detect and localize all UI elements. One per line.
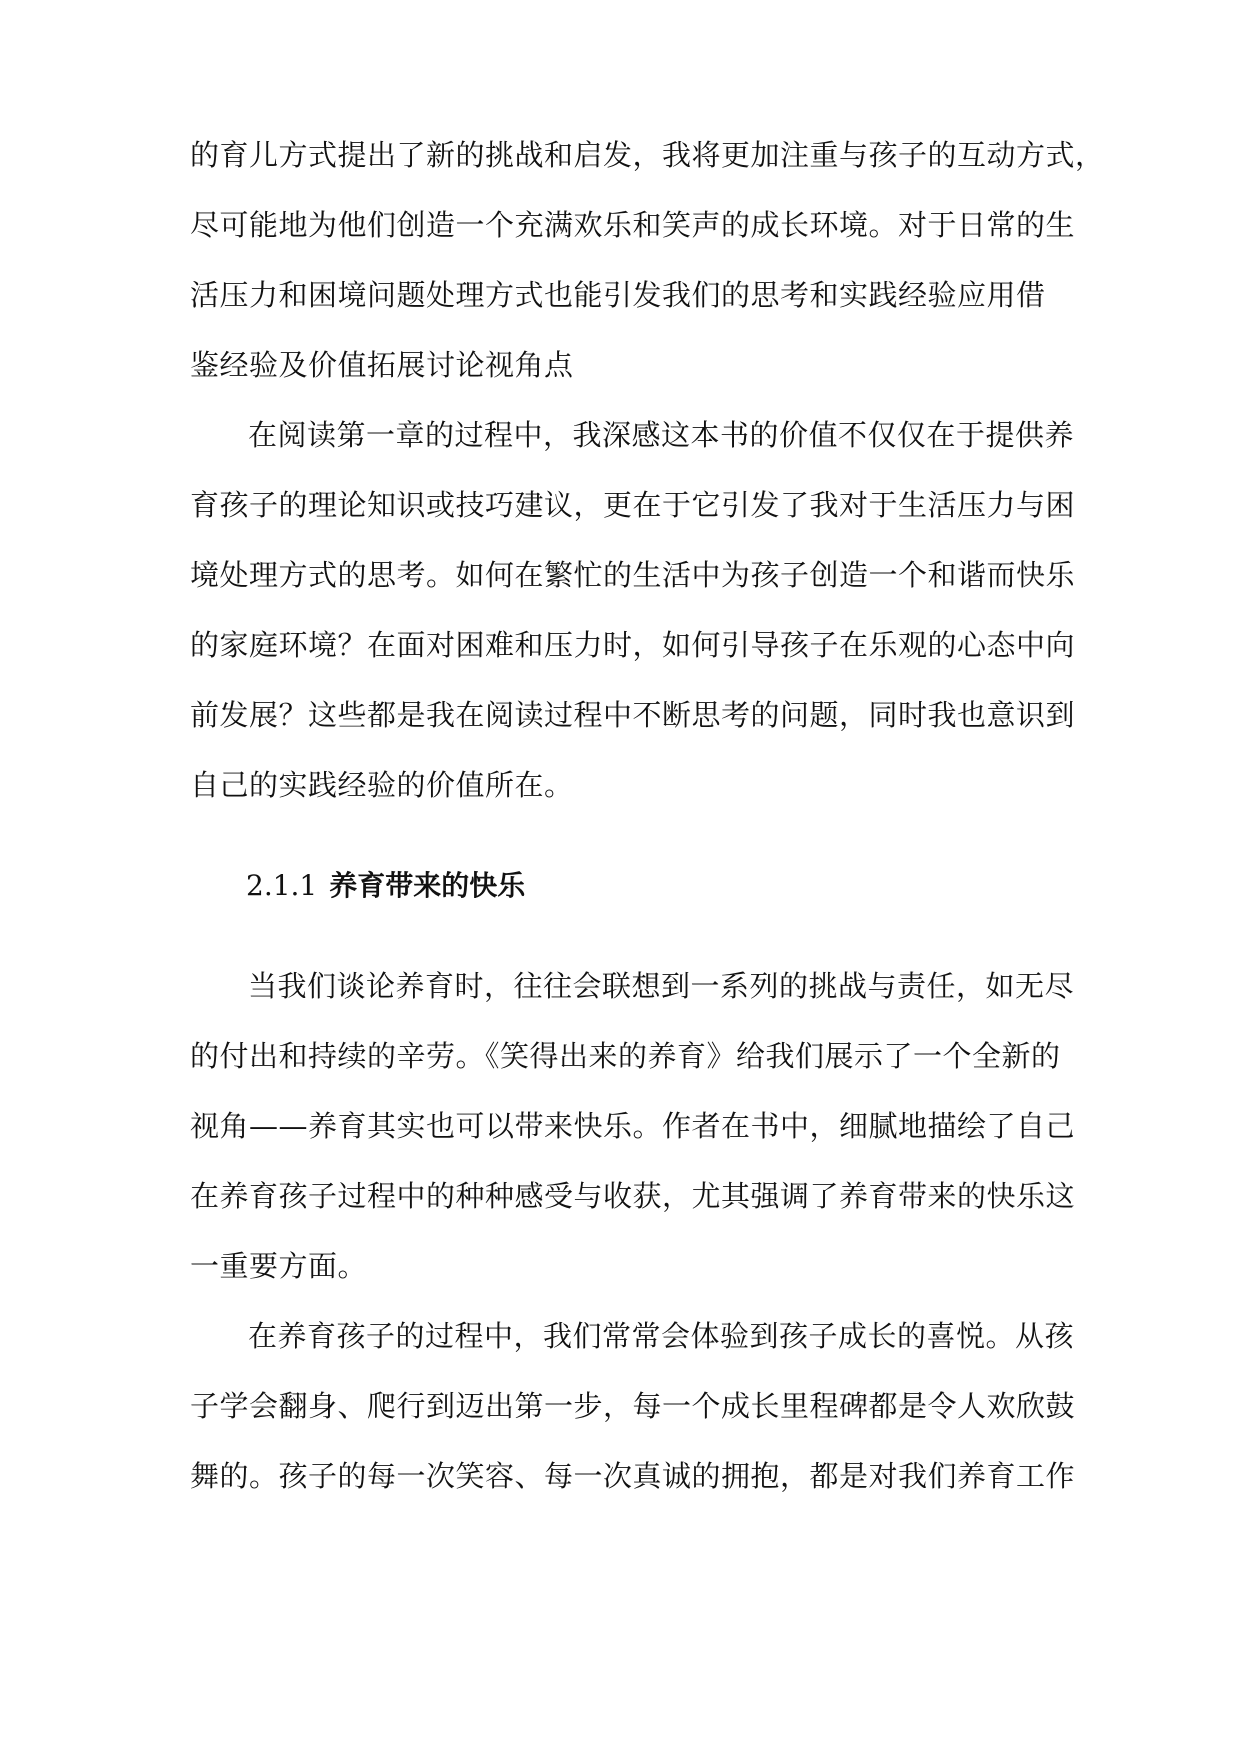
paragraph-line: 一重要方面。 — [190, 1249, 368, 1283]
paragraph-line: 的育儿方式提出了新的挑战和启发，我将更加注重与孩子的互动方式， — [190, 138, 1105, 172]
section-title: 养育带来的快乐 — [329, 869, 526, 902]
paragraph-line: 在养育孩子过程中的种种感受与收获，尤其强调了养育带来的快乐这 — [190, 1179, 1076, 1213]
paragraph-line: 鉴经验及价值拓展讨论视角点 — [190, 348, 574, 382]
paragraph-line: 子学会翻身、爬行到迈出第一步，每一个成长里程碑都是令人欢欣鼓 — [190, 1389, 1076, 1423]
paragraph-line: 自己的实践经验的价值所在。 — [190, 768, 574, 802]
paragraph-line: 视角——养育其实也可以带来快乐。作者在书中，细腻地描绘了自己 — [190, 1109, 1076, 1143]
section-heading — [246, 866, 525, 906]
paragraph-line: 在养育孩子的过程中，我们常常会体验到孩子成长的喜悦。从孩 — [248, 1319, 1075, 1353]
paragraph-line: 境处理方式的思考。如何在繁忙的生活中为孩子创造一个和谐而快乐 — [190, 558, 1076, 592]
paragraph-line: 在阅读第一章的过程中，我深感这本书的价值不仅仅在于提供养 — [248, 418, 1075, 452]
paragraph-line: 的家庭环境？在面对困难和压力时，如何引导孩子在乐观的心态中向 — [190, 628, 1076, 662]
paragraph-line: 育孩子的理论知识或技巧建议，更在于它引发了我对于生活压力与困 — [190, 488, 1076, 522]
section-number: 2.1.1 — [246, 869, 318, 902]
paragraph-line: 尽可能地为他们创造一个充满欢乐和笑声的成长环境。对于日常的生 — [190, 208, 1076, 242]
paragraph-line: 舞的。孩子的每一次笑容、每一次真诚的拥抱，都是对我们养育工作 — [190, 1459, 1076, 1493]
paragraph-line: 活压力和困境问题处理方式也能引发我们的思考和实践经验应用借 — [190, 278, 1046, 312]
paragraph-line: 的付出和持续的辛劳。《笑得出来的养育》给我们展示了一个全新的 — [190, 1039, 1061, 1073]
paragraph-line: 前发展？这些都是我在阅读过程中不断思考的问题，同时我也意识到 — [190, 698, 1076, 732]
paragraph-line: 当我们谈论养育时，往往会联想到一系列的挑战与责任，如无尽 — [248, 969, 1075, 1003]
